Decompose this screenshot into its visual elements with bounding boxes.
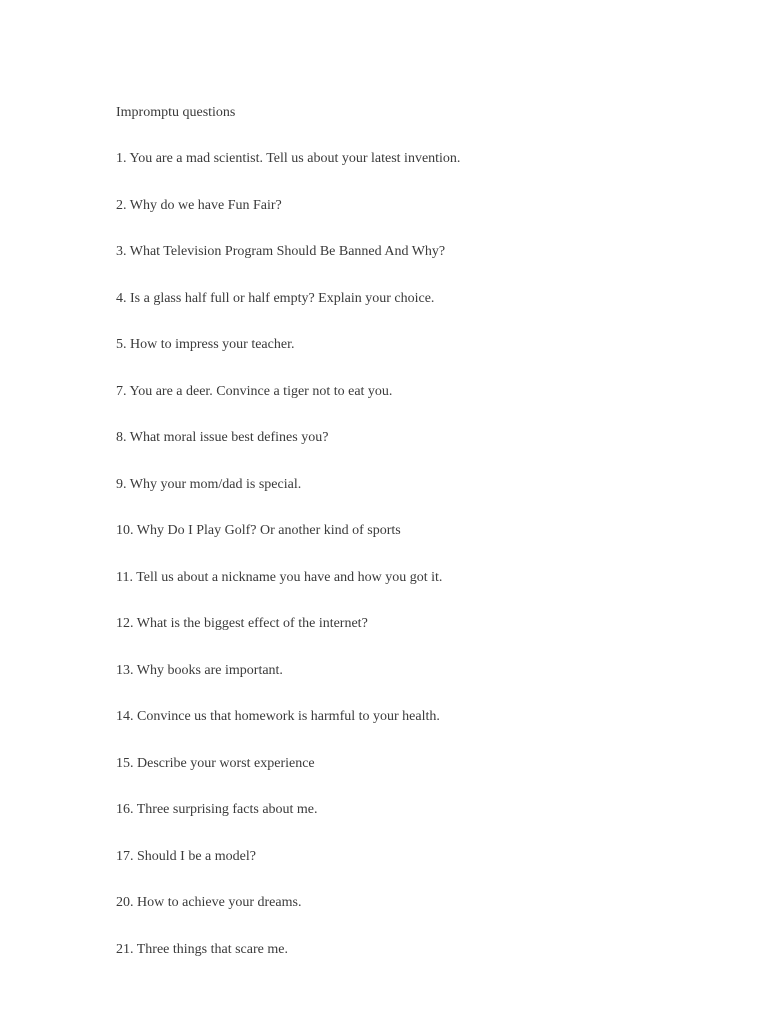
- question-list: [116, 150, 460, 987]
- question-item: 20. How to achieve your dreams.: [116, 895, 302, 910]
- question-item: 7. You are a deer. Convince a tiger not to eat you.: [116, 383, 393, 399]
- question-item: 21. Three things that scare me.: [116, 941, 288, 957]
- question-item: 17. Should I be a model?: [116, 848, 256, 864]
- question-item: 9. Why your mom/dad is special.: [116, 476, 302, 492]
- question-item: 5. How to impress your teacher.: [116, 337, 295, 352]
- question-item: 8. What moral issue best defines you?: [116, 430, 329, 445]
- question-item: 15. Describe your worst experience: [116, 755, 315, 771]
- question-item: 1. You are a mad scientist. Tell us about your latest invention.: [116, 151, 461, 166]
- question-item: 4. Is a glass half full or half empty? Explain your choice.: [116, 290, 435, 306]
- question-item: 2. Why do we have Fun Fair?: [116, 197, 282, 213]
- question-item: 16. Three surprising facts about me.: [116, 802, 318, 817]
- question-item: 14. Convince us that homework is harmful to your health.: [116, 709, 440, 724]
- question-item: 13. Why books are important.: [116, 662, 283, 678]
- document-title: Impromptu questions: [116, 105, 236, 120]
- question-item: 12. What is the biggest effect of the internet?: [116, 616, 368, 631]
- question-item: 11. Tell us about a nickname you have and how you got it.: [116, 569, 443, 585]
- question-item: 10. Why Do I Play Golf? Or another kind of sports: [116, 523, 401, 538]
- question-item: 3. What Television Program Should Be Banned And Why?: [116, 244, 446, 259]
